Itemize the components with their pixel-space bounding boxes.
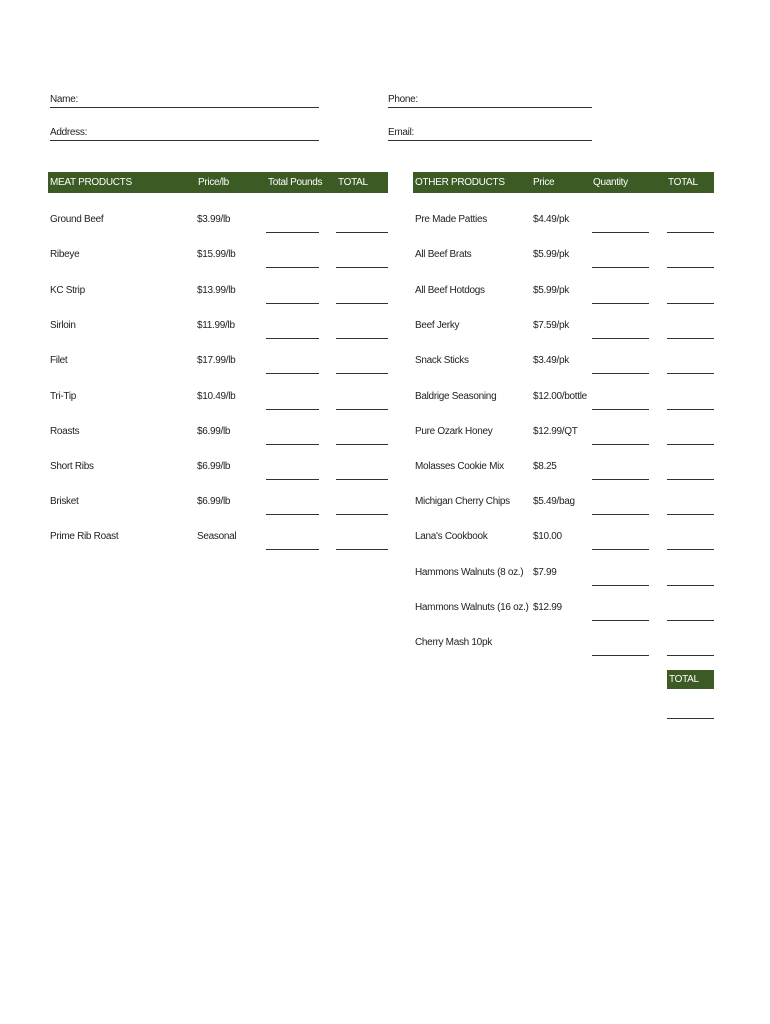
other-row-baldrige-seasoning	[0, 391, 770, 427]
meat-products-header	[48, 172, 388, 193]
other-total-field[interactable]	[667, 655, 714, 656]
other-total-field[interactable]	[667, 232, 714, 233]
other-quantity-field[interactable]	[592, 373, 649, 374]
other-quantity-field[interactable]	[592, 444, 649, 445]
other-item-price: $5.49/bag	[533, 496, 575, 507]
other-row-snack-sticks	[0, 355, 770, 391]
other-quantity-field[interactable]	[592, 267, 649, 268]
meat-item-name: Short Ribs	[50, 461, 94, 472]
other-total-field[interactable]	[667, 444, 714, 445]
other-item-price: $3.49/pk	[533, 355, 569, 366]
email-label: Email:	[388, 127, 414, 138]
other-item-price: $7.59/pk	[533, 320, 569, 331]
other-item-price: $4.49/pk	[533, 214, 569, 225]
address-field[interactable]	[50, 140, 319, 141]
meat-item-name: KC Strip	[50, 285, 85, 296]
meat-item-price: $6.99/lb	[197, 461, 231, 472]
other-header-price: Price	[533, 177, 555, 188]
meat-header-price: Price/lb	[198, 177, 229, 188]
meat-item-name: Sirloin	[50, 320, 76, 331]
other-quantity-field[interactable]	[592, 585, 649, 586]
other-quantity-field[interactable]	[592, 620, 649, 621]
meat-item-price: $6.99/lb	[197, 426, 231, 437]
meat-item-name: Ribeye	[50, 249, 80, 260]
other-row-lanas-cookbook	[0, 531, 770, 567]
other-header-total: TOTAL	[668, 177, 698, 188]
other-item-name: Pure Ozark Honey	[415, 426, 493, 437]
grand-total-field[interactable]	[667, 718, 714, 719]
meat-item-name: Prime Rib Roast	[50, 531, 119, 542]
meat-item-name: Filet	[50, 355, 68, 366]
other-item-name: Cherry Mash 10pk	[415, 637, 492, 648]
meat-item-price: $10.49/lb	[197, 391, 236, 402]
meat-header-pounds: Total Pounds	[268, 177, 323, 188]
other-total-field[interactable]	[667, 585, 714, 586]
other-row-hammons-walnuts-16oz	[0, 602, 770, 638]
other-total-field[interactable]	[667, 549, 714, 550]
other-quantity-field[interactable]	[592, 655, 649, 656]
other-item-price: $8.25	[533, 461, 557, 472]
name-label: Name:	[50, 94, 78, 105]
other-quantity-field[interactable]	[592, 479, 649, 480]
other-item-name: Lana's Cookbook	[415, 531, 488, 542]
name-field[interactable]	[50, 107, 319, 108]
other-item-name: Pre Made Patties	[415, 214, 487, 225]
other-quantity-field[interactable]	[592, 303, 649, 304]
other-item-price: $5.99/pk	[533, 249, 569, 260]
other-item-price: $5.99/pk	[533, 285, 569, 296]
grand-total-label: TOTAL	[669, 674, 699, 685]
other-header-product: OTHER PRODUCTS	[415, 177, 505, 188]
other-total-field[interactable]	[667, 338, 714, 339]
other-quantity-field[interactable]	[592, 549, 649, 550]
meat-item-price: $6.99/lb	[197, 496, 231, 507]
other-total-field[interactable]	[667, 303, 714, 304]
address-label: Address:	[50, 127, 88, 138]
other-row-beef-jerky	[0, 320, 770, 356]
other-item-price: $12.99/QT	[533, 426, 578, 437]
meat-item-name: Ground Beef	[50, 214, 104, 225]
meat-item-price: $17.99/lb	[197, 355, 236, 366]
email-field[interactable]	[388, 140, 592, 141]
other-item-name: Snack Sticks	[415, 355, 469, 366]
meat-item-price: $3.99/lb	[197, 214, 231, 225]
other-row-pure-ozark-honey	[0, 426, 770, 462]
other-quantity-field[interactable]	[592, 409, 649, 410]
other-row-all-beef-hotdogs	[0, 285, 770, 321]
other-item-name: All Beef Hotdogs	[415, 285, 485, 296]
other-products-header	[413, 172, 714, 193]
other-row-molasses-cookie-mix	[0, 461, 770, 497]
meat-item-price: $15.99/lb	[197, 249, 236, 260]
meat-item-name: Tri-Tip	[50, 391, 77, 402]
phone-field[interactable]	[388, 107, 592, 108]
other-quantity-field[interactable]	[592, 338, 649, 339]
other-quantity-field[interactable]	[592, 514, 649, 515]
meat-item-price: Seasonal	[197, 531, 237, 542]
meat-item-price: $13.99/lb	[197, 285, 236, 296]
other-header-quantity: Quantity	[593, 177, 628, 188]
other-total-field[interactable]	[667, 409, 714, 410]
other-item-price: $12.99	[533, 602, 562, 613]
meat-item-name: Roasts	[50, 426, 80, 437]
other-item-name: All Beef Brats	[415, 249, 472, 260]
other-item-price: $12.00/bottle	[533, 391, 587, 402]
other-row-pre-made-patties	[0, 214, 770, 250]
other-item-name: Michigan Cherry Chips	[415, 496, 510, 507]
meat-item-name: Brisket	[50, 496, 79, 507]
meat-header-total: TOTAL	[338, 177, 368, 188]
other-total-field[interactable]	[667, 267, 714, 268]
other-total-field[interactable]	[667, 620, 714, 621]
other-item-name: Baldrige Seasoning	[415, 391, 497, 402]
phone-label: Phone:	[388, 94, 418, 105]
other-row-all-beef-brats	[0, 249, 770, 285]
other-row-cherry-mash	[0, 637, 770, 673]
other-row-hammons-walnuts-8oz	[0, 567, 770, 603]
other-item-name: Beef Jerky	[415, 320, 460, 331]
other-quantity-field[interactable]	[592, 232, 649, 233]
other-item-name: Hammons Walnuts (16 oz.)	[415, 602, 529, 613]
meat-item-price: $11.99/lb	[197, 320, 235, 331]
meat-header-product: MEAT PRODUCTS	[50, 177, 132, 188]
other-row-michigan-cherry-chips	[0, 496, 770, 532]
other-total-field[interactable]	[667, 514, 714, 515]
grand-total-header	[667, 670, 714, 689]
other-item-price: $10.00	[533, 531, 562, 542]
other-item-name: Hammons Walnuts (8 oz.)	[415, 567, 524, 578]
other-total-field[interactable]	[667, 479, 714, 480]
other-total-field[interactable]	[667, 373, 714, 374]
other-item-price: $7.99	[533, 567, 557, 578]
other-item-name: Molasses Cookie Mix	[415, 461, 504, 472]
